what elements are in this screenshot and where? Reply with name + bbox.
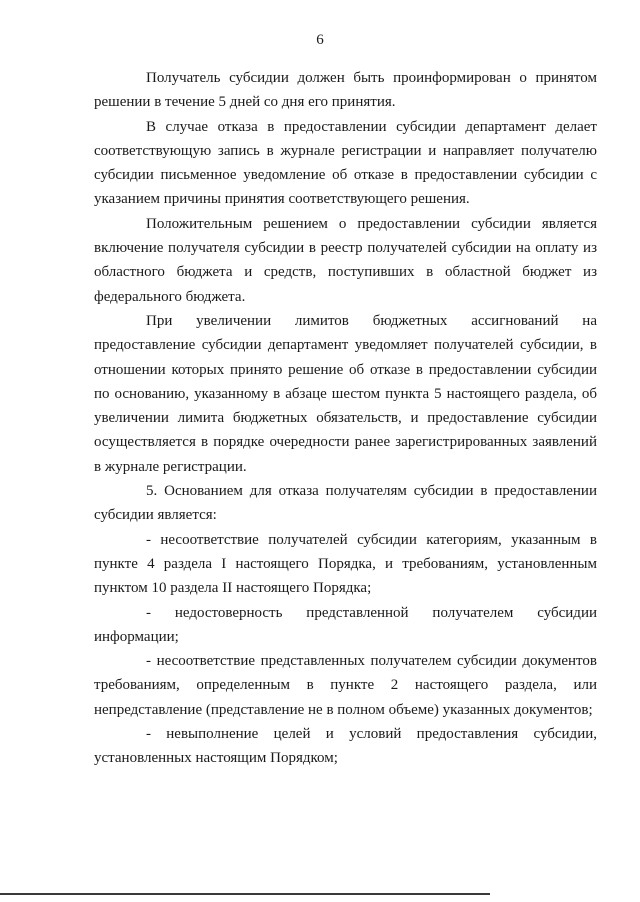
list-item-false-information: - недостоверность представленной получателем субсидии информации; [94,604,597,645]
paragraph-refusal-grounds-heading: 5. Основанием для отказа получателям субсидии в предоставлении субсидии является: [94,483,597,524]
paragraph-refusal-procedure: В случае отказа в предоставлении субсидии департамент делает соответствующую запись в журнале регистрации и направляет получателю субсидии письменное уведомление об отказе в предоставлении субсидии с указанием причины принятия соответствующего решения. [94,118,597,208]
paragraph-limit-increase: При увеличении лимитов бюджетных ассигнований на предоставление субсидии департамент уведомляет получателей субсидии, в отношении которых принято решение об отказе в предоставлении субсидии по основанию, указанному в абзаце шестом пункта 5 настоящего раздела, об увеличении лимита бюджетных обязательств, и предоставление субсидии осуществляется в порядке очередности ранее зарегистрированных заявлений в журнале регистрации. [94,312,597,475]
list-item-goals-not-met: - невыполнение целей и условий предоставления субсидии, установленных настоящим Порядком; [94,726,597,767]
list-item-documents-mismatch: - несоответствие представленных получателем субсидии документов требованиям, определенным в пункте 2 настоящего раздела, или непредставление (представление не в полном объеме) указанных документов; [94,653,597,718]
paragraph-notification-deadline: Получатель субсидии должен быть проинформирован о принятом решении в течение 5 дней со дня его принятия. [94,70,597,111]
document-body [94,66,597,771]
list-item-category-mismatch: - несоответствие получателей субсидии категориям, указанным в пункте 4 раздела I настоящего Порядка, и требованиям, установленным пунктом 10 раздела II настоящего Порядка; [94,531,597,597]
scan-edge-line [0,893,490,895]
page-number: 6 [316,32,324,48]
paragraph-positive-decision: Положительным решением о предоставлении субсидии является включение получателя субсидии в реестр получателей субсидии на оплату из областного бюджета и средств, поступивших в областной бюджет из федерального бюджета. [94,215,597,305]
